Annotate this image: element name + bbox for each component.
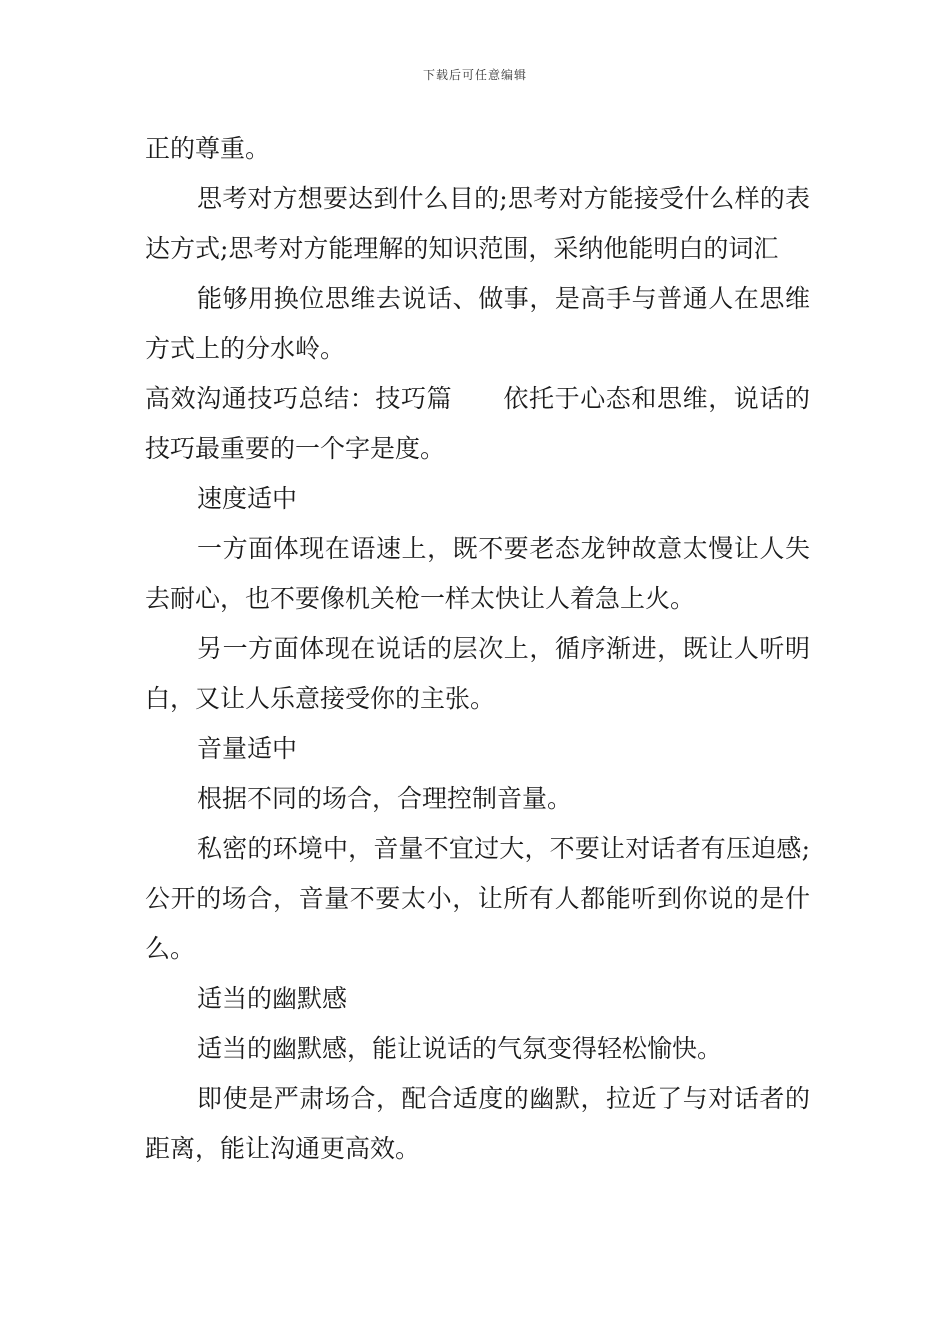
paragraph: 即使是严肃场合，配合适度的幽默，拉近了与对话者的距离，能让沟通更高效。 (145, 1084, 810, 1163)
document-body (145, 124, 810, 1174)
page-header: 下载后可任意编辑 (422, 68, 527, 82)
paragraph: 正的尊重。 (145, 134, 271, 163)
paragraph: 另一方面体现在说话的层次上，循序渐进，既让人听明白，又让人乐意接受你的主张。 (145, 634, 810, 713)
paragraph: 思考对方想要达到什么目的;思考对方能接受什么样的表达方式;思考对方能理解的知识范围，采纳他能明白的词汇 (145, 184, 810, 263)
paragraph: 根据不同的场合，合理控制音量。 (197, 784, 573, 813)
paragraph: 一方面体现在语速上，既不要老态龙钟故意太慢让人失去耐心，也不要像机关枪一样太快让人着急上火。 (145, 534, 810, 613)
paragraph: 能够用换位思维去说话、做事，是高手与普通人在思维方式上的分水岭。 (145, 284, 810, 363)
subheading: 适当的幽默感 (197, 984, 348, 1013)
paragraph: 适当的幽默感，能让说话的气氛变得轻松愉快。 (197, 1034, 723, 1063)
subheading: 音量适中 (197, 734, 298, 763)
section-heading-paragraph: 高效沟通技巧总结：技巧篇 依托于心态和思维，说话的技巧最重要的一个字是度。 (145, 384, 810, 463)
paragraph: 私密的环境中，音量不宜过大，不要让对话者有压迫感;公开的场合，音量不要太小，让所有人都能听到你说的是什么。 (145, 834, 810, 963)
subheading: 速度适中 (197, 484, 298, 513)
